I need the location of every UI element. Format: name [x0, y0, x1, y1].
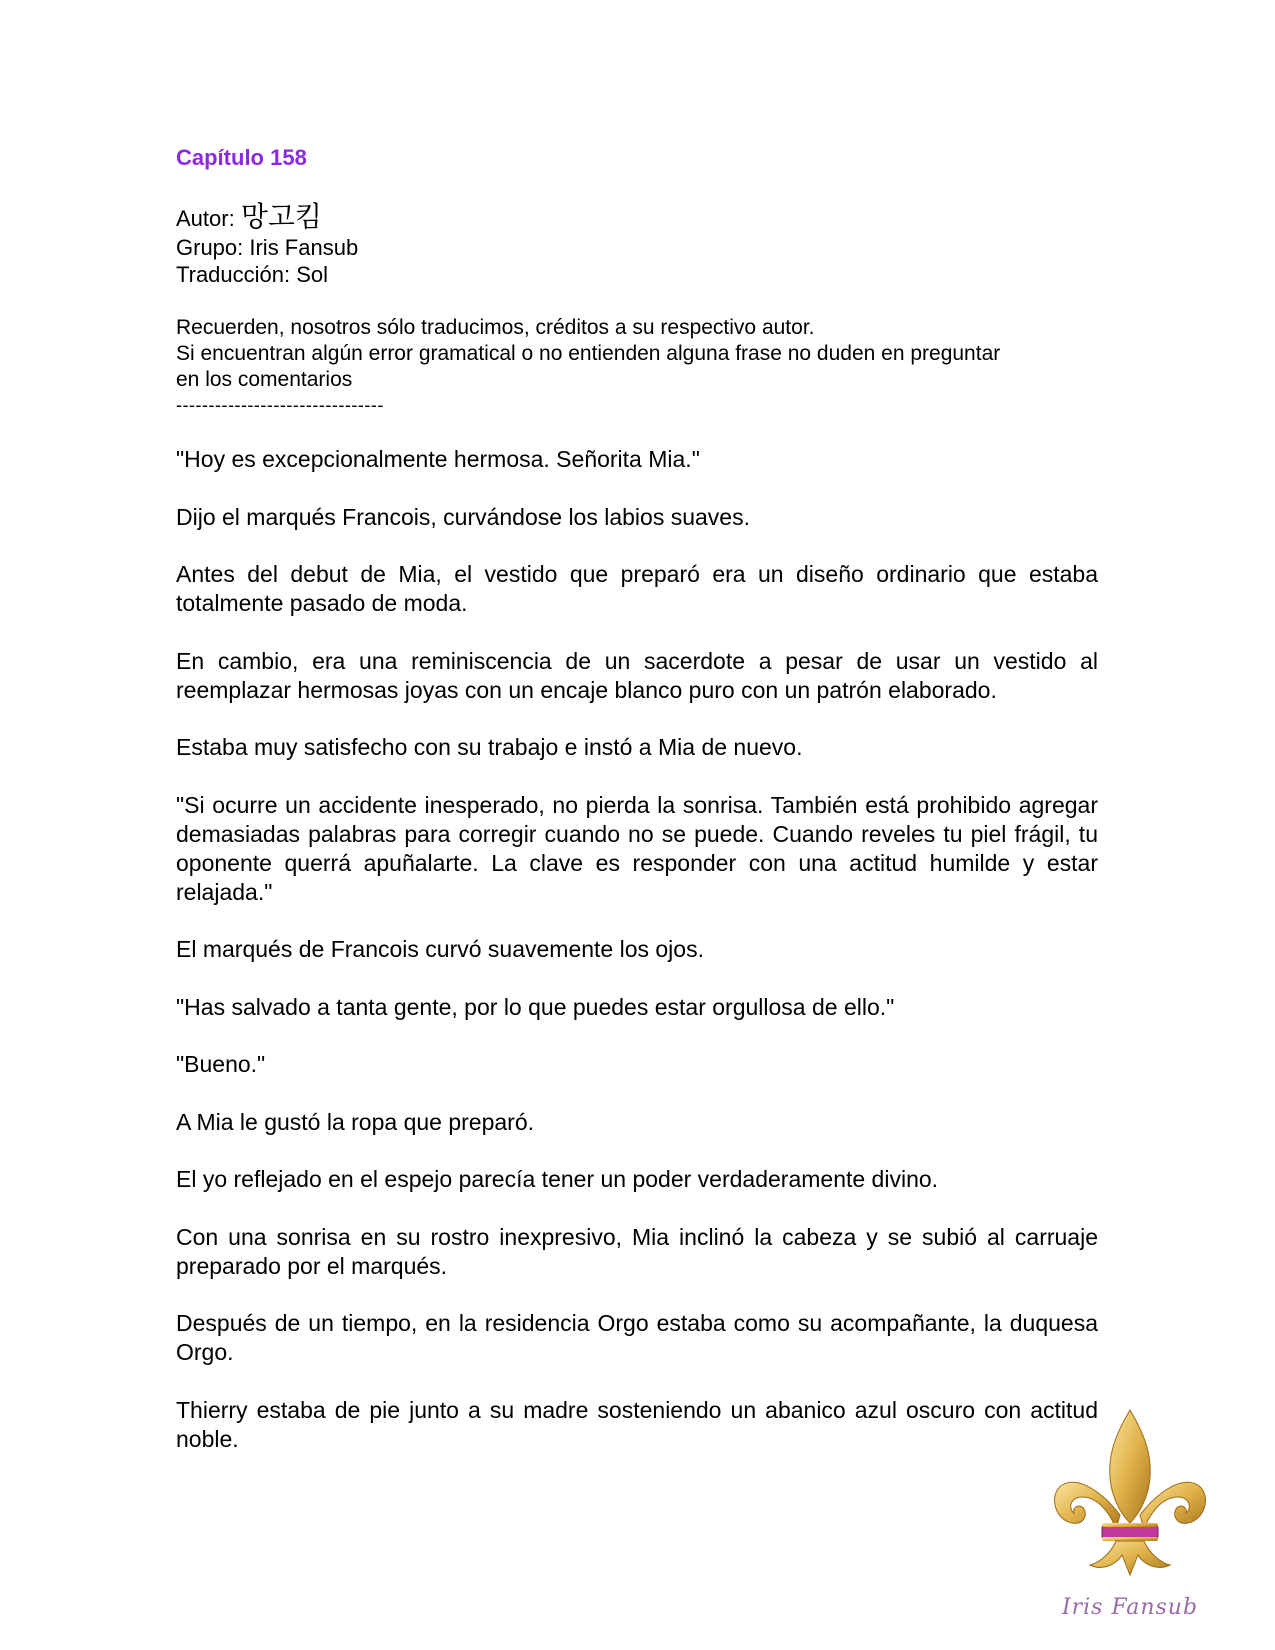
story-paragraph: Thierry estaba de pie junto a su madre sosteniendo un abanico azul oscuro con actitud noble.	[176, 1396, 1098, 1452]
story-paragraph: Con una sonrisa en su rostro inexpresivo, Mia inclinó la cabeza y se subió al carruaje preparado por el marqués.	[176, 1223, 1098, 1279]
author-label: Autor:	[176, 206, 241, 231]
story-paragraph: En cambio, era una reminiscencia de un sacerdote a pesar de usar un vestido al reemplazar hermosas joyas con un encaje blanco puro con un patrón elaborado.	[176, 647, 1098, 703]
fleur-de-lis-icon	[1050, 1405, 1210, 1595]
group-line: Grupo: Iris Fansub	[176, 235, 359, 260]
notice-block	[176, 315, 1098, 415]
notice-line-3: en los comentarios	[176, 368, 353, 391]
translation-line: Traducción: Sol	[176, 262, 329, 287]
author-name: 망고킴	[240, 201, 322, 232]
chapter-title: Capítulo 158	[176, 145, 307, 170]
separator-line: --------------------------------	[176, 395, 384, 415]
story-paragraph: Estaba muy satisfecho con su trabajo e instó a Mia de nuevo.	[176, 734, 803, 760]
story-paragraph: "Si ocurre un accidente inesperado, no pierda la sonrisa. También está prohibido agregar demasiadas palabras para corregir cuando no se puede. Cuando reveles tu piel frágil, tu oponente querrá apuñalarte. La clave es responder con una actitud humilde y estar relajada."	[176, 791, 1098, 905]
story-paragraph: Dijo el marqués Francois, curvándose los labios suaves.	[176, 503, 750, 530]
notice-line-1: Recuerden, nosotros sólo traducimos, créditos a su respectivo autor.	[176, 316, 815, 339]
story-paragraph: El marqués de Francois curvó suavemente los ojos.	[176, 936, 704, 962]
story-paragraph: A Mia le gustó la ropa que preparó.	[176, 1108, 535, 1135]
story-paragraph: El yo reflejado en el espejo parecía tener un poder verdaderamente divino.	[176, 1166, 939, 1192]
story-paragraph: "Bueno."	[176, 1051, 266, 1077]
story-paragraph: Antes del debut de Mia, el vestido que preparó era un diseño ordinario que estaba totalmente pasado de moda.	[176, 561, 1098, 616]
author-line	[176, 203, 1098, 232]
story-paragraph: "Hoy es excepcionalmente hermosa. Señorita Mia."	[176, 446, 700, 472]
story-body	[176, 445, 1098, 1454]
story-paragraph: Después de un tiempo, en la residencia Orgo estaba como su acompañante, la duquesa Orgo.	[176, 1310, 1098, 1365]
logo-text: Iris Fansub	[1061, 1595, 1199, 1620]
story-paragraph: "Has salvado a tanta gente, por lo que puedes estar orgullosa de ello."	[176, 993, 895, 1020]
document-content	[176, 143, 1098, 1482]
notice-line-2: Si encuentran algún error gramatical o no entienden alguna frase no duden en preguntar	[176, 342, 1001, 365]
iris-fansub-logo	[1050, 1405, 1210, 1640]
credits-block	[176, 203, 1098, 288]
